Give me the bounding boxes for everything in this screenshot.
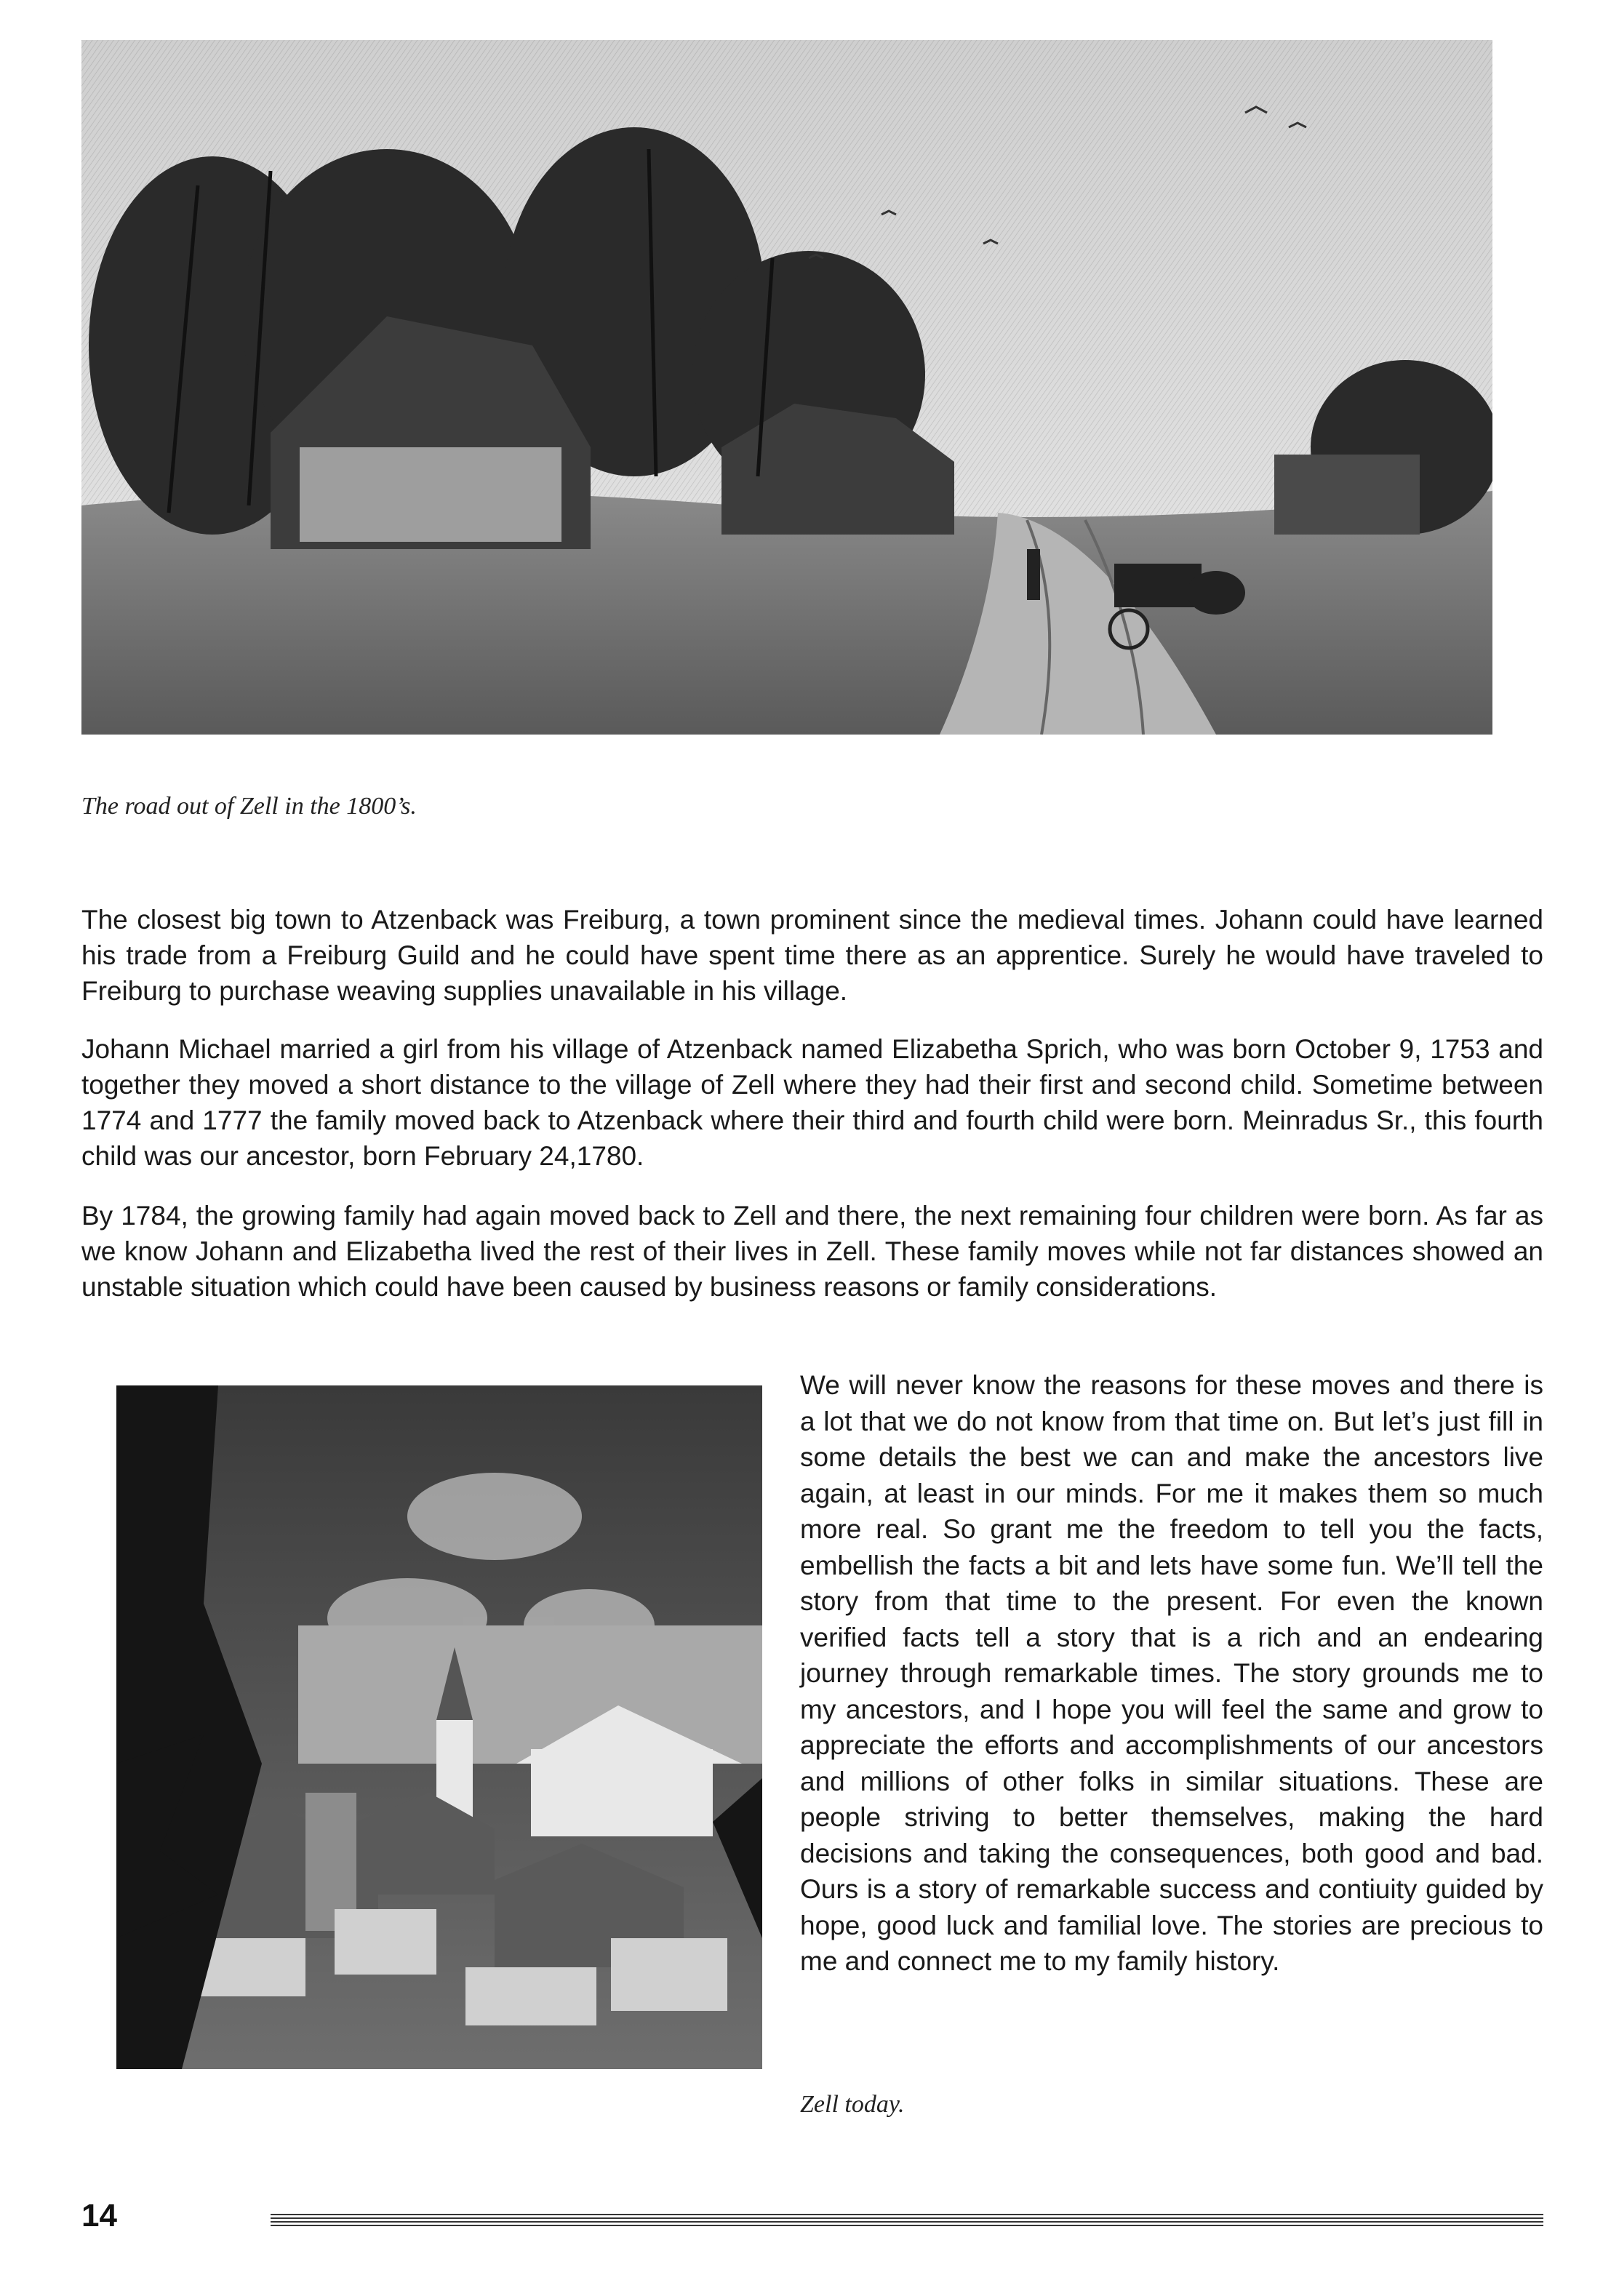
town-photo-image [116,1385,762,2069]
paragraph-freiburg: The closest big town to Atzenback was Freiburg, a town prominent since the medieval times. Johann could have learned his trade from a Freiburg Guild and he could have spent time there as an apprentice. Surely he would have traveled to Freiburg to purchase weaving supplies unavailable in his village. [81,905,1543,1006]
footer-rule [271,2214,1543,2228]
paragraph-marriage: Johann Michael married a girl from his village of Atzenback named Elizabetha Sprich, who was born October 9, 1753 and together they moved a short distance to the village of Zell where they had their first and second child. Sometime between 1774 and 1777 the family moved back to Atzenback where their third and fourth child were born. Meinradus Sr., this fourth child was our ancestor, born February 24,1780. [81,1034,1543,1171]
engraving-village-road-icon [81,40,1492,735]
image-caption-zell-today: Zell today. [800,2091,905,2118]
photo-town-valley-icon [116,1385,762,2069]
engraving-village-road-image [81,40,1492,735]
paragraph-story: We will never know the reasons for these moves and there is a lot that we do not know from that time on. But let’s just fill in some details the best we can and make the ancestors live again, at least in our minds. For me it makes them so much more real. So grant me the freedom to tell you the facts, embellish the facts a bit and lets have some fun. We’ll tell the story from that time to the present. For even the known verified facts tell a story that is a rich and an endearing journey through remarkable times. The story grounds me to my ancestors, and I hope you will feel the same and grow to appreciate the efforts and accomplishments of our ancestors and millions of other folks in similar situations. These are people striving to better themselves, making the hard decisions and taking the consequences, both good and bad. Ours is a story of remarkable success and contiuity guided by hope, good luck and familial love. The stories are precious to me and connect me to my family history. [800,1370,1543,1976]
paragraph-moves: By 1784, the growing family had again moved back to Zell and there, the next remaining four children were born. As far as we know Johann and Elizabetha lived the rest of their lives in Zell. These family moves while not far distances showed an unstable situation which could have been caused by business reasons or family considerations. [81,1201,1543,1302]
page-number: 14 [81,2198,117,2233]
image-caption-road: The road out of Zell in the 1800’s. [81,793,417,820]
